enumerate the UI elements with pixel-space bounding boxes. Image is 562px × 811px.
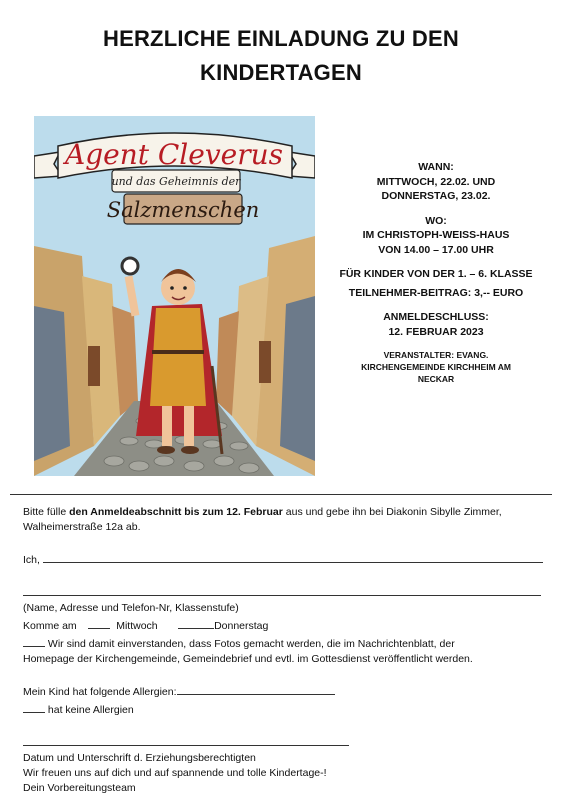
page-title (0, 22, 562, 90)
address-field[interactable] (23, 583, 541, 596)
organizer-line-2: KIRCHENGEMEINDE KIRCHHEIM AM (361, 362, 511, 372)
signature-label: Datum und Unterschrift d. Erziehungsberechtigten (23, 752, 256, 764)
allergies-row: Mein Kind hat folgende Allergien: (23, 682, 543, 700)
no-allergies-checkbox[interactable] (23, 700, 45, 713)
organizer-line-3: NECKAR (417, 374, 455, 384)
signature-field[interactable] (23, 733, 349, 746)
when-label: WANN: (418, 161, 454, 173)
photo-consent-line-2: Homepage der Kirchengemeinde, Gemeindebrief und evtl. im Gottesdienst veröffentlicht werden. (23, 653, 473, 665)
thursday-checkbox[interactable] (178, 616, 214, 629)
name-hint: (Name, Adresse und Telefon-Nr, Klassenstufe) (23, 602, 239, 614)
info-when (320, 160, 552, 204)
form-address: Walheimerstraße 12a ab. (23, 521, 141, 533)
audience: FÜR KINDER VON DER 1. – 6. KLASSE (339, 268, 533, 280)
event-info (320, 160, 552, 395)
where-place: IM CHRISTOPH-WEISS-HAUS (362, 229, 510, 241)
deadline-date: 12. FEBRUAR 2023 (388, 325, 484, 338)
info-audience-fee (320, 267, 552, 300)
title-line-1: HERZLICHE EINLADUNG ZU DEN (103, 26, 459, 51)
deadline-highlight: den Anmeldeabschnitt bis zum 12. Februar (69, 506, 283, 518)
deadline-label: ANMELDESCHLUSS: (383, 311, 489, 323)
title-line-2: KINDERTAGEN (200, 60, 362, 85)
poster-illustration (34, 116, 315, 476)
poster-title-bottom: Salzmenschen (106, 198, 260, 222)
when-date-2: DONNERSTAG, 23.02. (381, 190, 491, 202)
wednesday-checkbox[interactable] (88, 616, 110, 629)
photo-consent-row: Wir sind damit einverstanden, dass Fotos gemacht werden, die im Nachrichtenblatt, der (23, 634, 543, 652)
info-organizer (320, 349, 552, 385)
allergies-field[interactable] (177, 682, 335, 695)
where-label: WO: (425, 214, 447, 227)
name-field[interactable] (43, 550, 543, 563)
fee: TEILNEHMER-BEITRAG: 3,-- EURO (348, 286, 524, 299)
info-deadline (320, 310, 552, 339)
form-name-row: Ich, (23, 550, 543, 568)
form-intro: Bitte fülle den Anmeldeabschnitt bis zum 12. Februar aus und gebe ihn bei Diakonin Sibylle Zimmer, (23, 506, 502, 518)
info-where (320, 214, 552, 258)
poster-svg (34, 116, 315, 476)
closing-line-2: Dein Vorbereitungsteam (23, 782, 136, 794)
organizer-line-1: VERANSTALTER: EVANG. (383, 350, 489, 360)
where-time: VON 14.00 – 17.00 UHR (378, 243, 494, 256)
photo-consent-checkbox[interactable] (23, 634, 45, 647)
poster-title-main: Agent Cleverus (64, 138, 284, 171)
cut-divider (10, 494, 552, 495)
attendance-row: Komme am Mittwoch Donnerstag (23, 616, 543, 634)
registration-form (23, 505, 543, 796)
poster-subtitle: und das Geheimnis der (111, 175, 241, 188)
closing-line-1: Wir freuen uns auf dich und auf spannende und tolle Kindertage-! (23, 767, 327, 779)
when-date-1: MITTWOCH, 22.02. UND (376, 175, 496, 188)
no-allergies-row: hat keine Allergien (23, 700, 543, 718)
